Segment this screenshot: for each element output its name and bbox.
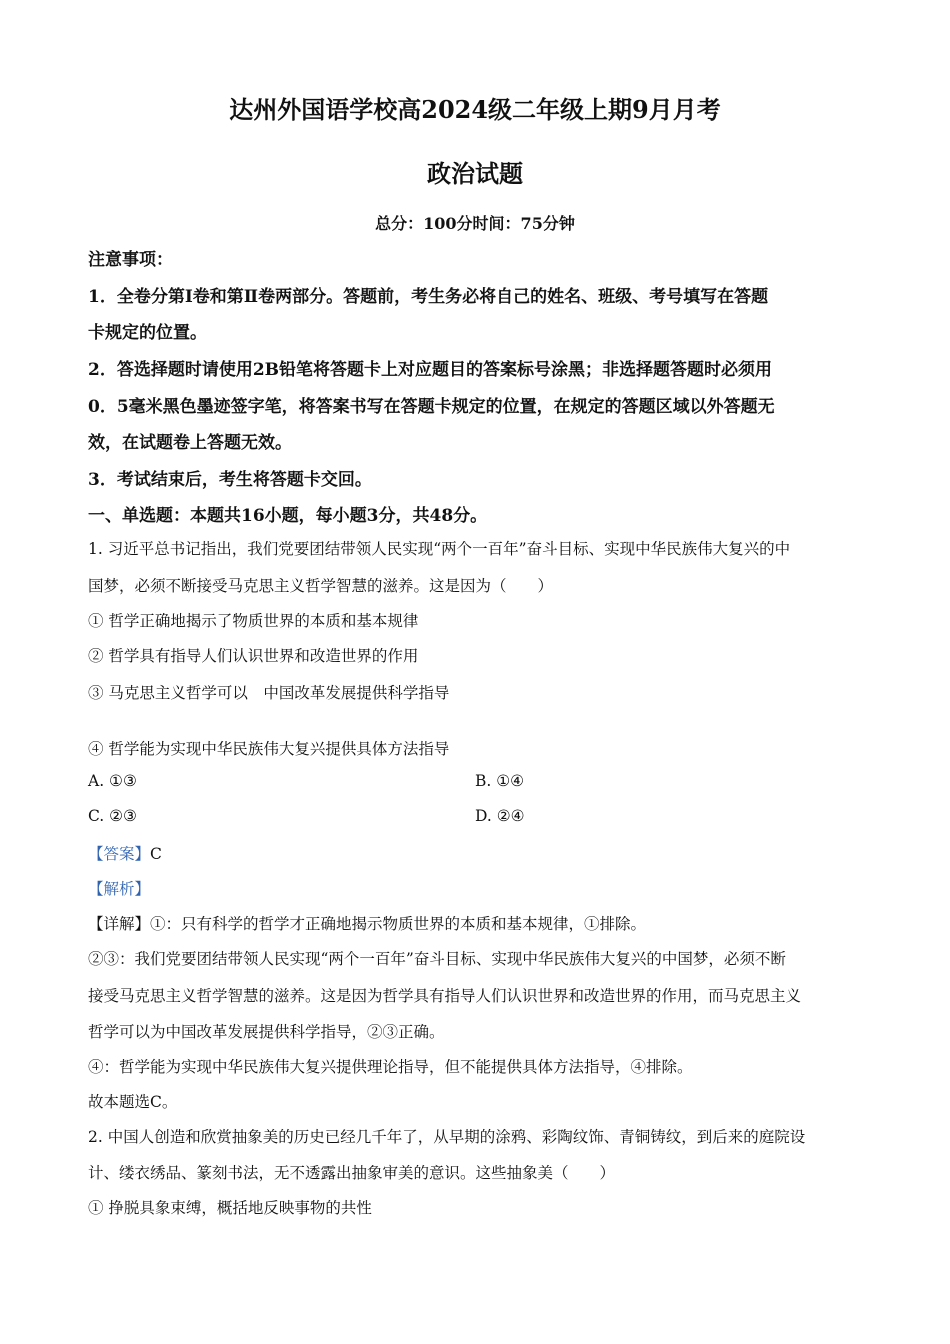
q1-detail-line-5: ④：哲学能为实现中华民族伟大复兴提供理论指导，但不能提供具体方法指导，④排除。 <box>88 1058 693 1076</box>
q1-statement-1: ① 哲学正确地揭示了物质世界的本质和基本规律 <box>88 612 419 630</box>
note-2-line-3: 效，在试题卷上答题无效。 <box>88 433 292 453</box>
note-2-line-1: 2．答选择题时请使用2B铅笔将答题卡上对应题目的答案标号涂黑；非选择题答题时必须用 <box>88 360 773 380</box>
q1-stem-line-1: 1. 习近平总书记指出，我们党要团结带领人民实现“两个一百年”奋斗目标、实现中华民族伟大复兴的中 <box>88 540 791 558</box>
q1-statement-2: ② 哲学具有指导人们认识世界和改造世界的作用 <box>88 647 419 665</box>
q2-stem-line-2: 计、缕衣绣品、篆刻书法，无不透露出抽象审美的意识。这些抽象美（ ） <box>88 1164 616 1182</box>
q1-detail-line-1: 【详解】①：只有科学的哲学才正确地揭示物质世界的本质和基本规律，①排除。 <box>88 915 647 933</box>
q1-option-a: A. ①③ <box>88 772 137 790</box>
note-1-line-1: 1．全卷分第Ⅰ卷和第Ⅱ卷两部分。答题前，考生务必将自己的姓名、班级、考号填写在答题 <box>88 287 769 307</box>
notes-heading: 注意事项： <box>88 250 173 270</box>
q1-stem-line-2: 国梦，必须不断接受马克思主义哲学智慧的滋养。这是因为（ ） <box>88 577 554 595</box>
q1-detail-line-3: 接受马克思主义哲学智慧的滋养。这是因为哲学具有指导人们认识世界和改造世界的作用，而马克思主义 <box>88 987 802 1005</box>
section-heading: 一、单选题：本题共16小题，每小题3分，共48分。 <box>88 506 488 526</box>
answer-value: C <box>150 845 162 863</box>
exam-title: 达州外国语学校高2024级二年级上期9月月考 <box>229 95 721 124</box>
q1-conclusion: 故本题选C。 <box>88 1093 178 1111</box>
answer-label: 【答案】 <box>88 845 151 863</box>
analysis-label: 【解析】 <box>88 880 151 898</box>
q1-answer <box>88 842 162 864</box>
q1-detail-line-2: ②③：我们党要团结带领人民实现“两个一百年”奋斗目标、实现中华民族伟大复兴的中国梦，必须不断 <box>88 950 786 968</box>
q1-detail-line-4: 哲学可以为中国改革发展提供科学指导，②③正确。 <box>88 1023 445 1041</box>
q1-statement-3: ③ 马克思主义哲学可以 中国改革发展提供科学指导 <box>88 684 450 702</box>
note-1-line-2: 卡规定的位置。 <box>88 323 207 343</box>
q1-option-c: C. ②③ <box>88 807 137 825</box>
q2-stem-line-1: 2. 中国人创造和欣赏抽象美的历史已经几千年了，从早期的涂鸦、彩陶纹饰、青铜铸纹，到后来的庭院设 <box>88 1128 806 1146</box>
q1-option-d: D. ②④ <box>475 807 525 825</box>
note-2-line-2: 0．5毫米黑色墨迹签字笔，将答案书写在答题卡规定的位置，在规定的答题区域以外答题无 <box>88 397 775 417</box>
q2-statement-1: ① 挣脱具象束缚，概括地反映事物的共性 <box>88 1199 372 1217</box>
q1-option-b: B. ①④ <box>475 772 525 790</box>
q1-statement-4: ④ 哲学能为实现中华民族伟大复兴提供具体方法指导 <box>88 740 450 758</box>
note-3: 3．考试结束后，考生将答题卡交回。 <box>88 470 372 490</box>
subject-title: 政治试题 <box>427 159 523 188</box>
score-time: 总分：100分时间：75分钟 <box>375 214 575 233</box>
